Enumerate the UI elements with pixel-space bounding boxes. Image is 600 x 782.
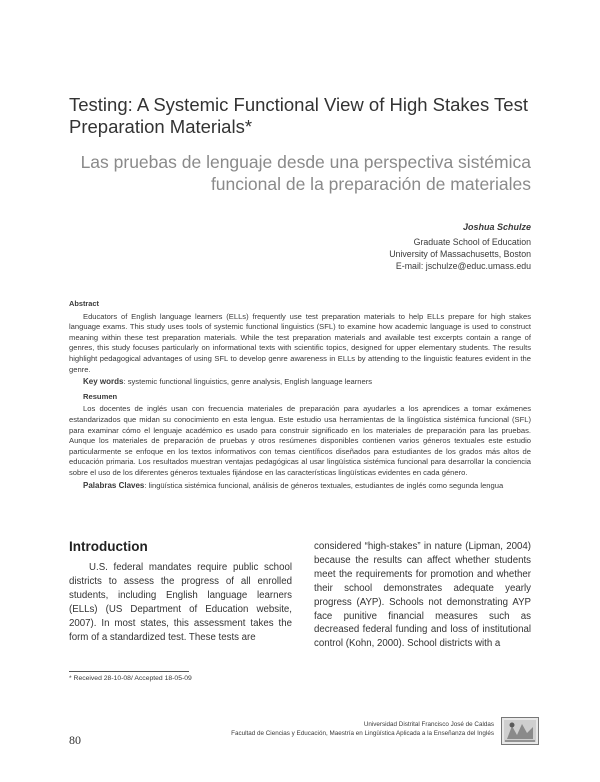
keywords-label: Key words [83,377,124,387]
abstract-heading: Abstract [69,299,99,308]
abstract-keywords [83,377,531,388]
abstract-text: Educators of English language learners (ELLs) frequently use test preparation materials to help ELLs prepare for high stakes language exams. This study uses tools of systemic functional linguistics (SFL) to examine how academic language is used to construct meaning within these test preparation materials. While the test preparation materials and available test excerpts contain a range of genres, this study focuses particularly on informational texts with scientific topics, designed for upper elementary students. The results highlight pedagogical advantages of using SFL to develop genre awareness in ELLs by attending to the linguistic features evident in the genre. [69,311,531,374]
palabras-claves-label: Palabras Claves [83,480,145,490]
body-paragraph-left: U.S. federal mandates require public school districts to assess the progress of all enrolled students, including English language learners (ELLs) (US Department of Education website, 2007). In most states, this assessment takes the form of a standardized test. These tests are [69,562,292,643]
resumen-heading: Resumen [83,391,118,401]
palabras-claves-text: : lingüística sistémica funcional, análisis de géneros textuales, estudiantes de inglés como segunda lengua [144,480,504,490]
footer-faculty: Facultad de Ciencias y Educación, Maestría en Lingüística Aplicada a la Enseñanza del Inglés [231,730,494,737]
body-column-right [314,540,531,651]
article-title-english: Testing: A Systemic Functional View of High Stakes Test Preparation Materials* [69,94,528,137]
author-school: Graduate School of Education [413,237,531,247]
footnote-divider [69,671,189,672]
journal-footer [231,720,494,738]
keywords-text: : systemic functional linguistics, genre analysis, English language learners [123,377,373,387]
resumen-keywords [83,481,531,492]
author-block [389,221,531,272]
university-seal-icon [501,717,539,745]
author-name: Joshua Schulze [462,222,531,232]
resumen-text: Los docentes de inglés usan con frecuencia materiales de preparación para ayudarles a los aprendices a tomar exámenes estandarizados que midan su conocimiento en esta lengua. Este estudio usa herramientas de la lingüística sistémica funcional (SFL) para examinar cómo el lenguaje académico es usado para construir significado en los materiales de preparación para las pruebas. Aunque los materiales de preparación de pruebas y otros resúmenes disponibles contienen varios géneros textuales este estudio particularmente se enfoque en los textos informativos con temas científicos diseñados para estudiantes de los grados más altos de educación primaria. Los resultados muestran ventajas pedagógicas al usar lingüística sistémica funcional para desarrollar la conciencia sobre el uso de los diferentes géneros textuales fijándose en las características lingüísticas evidentes en cada género. [69,404,531,477]
footer-university: Universidad Distrital Francisco José de Caldas [363,721,494,728]
abstract-section [69,299,531,495]
body-paragraph-right: considered “high-stakes” in nature (Lipman, 2004) because the results can affect whether students meet the requirements for promotion and whether their school demonstrates adequate yearly progress (AYP). Schools not demonstrating AYP face punitive financial measures such as decreased federal funding and loss of institutional control (Kohn, 2000). School districts with a [314,541,531,650]
article-title-spanish: Las pruebas de lenguaje desde una perspectiva sistémica funcional de la preparación de materiales [80,152,531,194]
author-university: University of Massachusetts, Boston [389,249,531,259]
introduction-heading: Introduction [69,539,148,554]
footnote: * Received 28-10-08/ Accepted 18-05-09 [69,675,192,682]
author-email[interactable]: E-mail: jschulze@educ.umass.edu [395,261,531,271]
body-column-left [69,561,292,644]
page-number: 80 [69,733,81,747]
